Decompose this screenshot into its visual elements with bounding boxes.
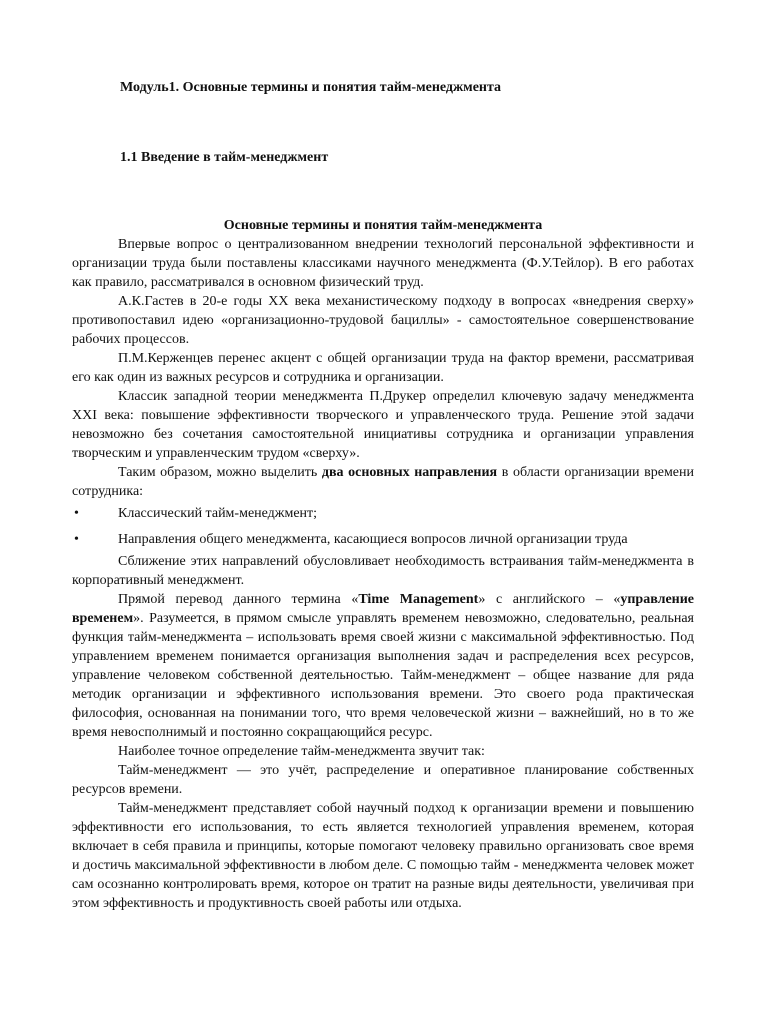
translation-text-b: » с английского – « [478, 592, 621, 607]
paragraph-definition-translation [72, 590, 694, 742]
document-body [72, 216, 694, 913]
paragraph-two-directions [72, 463, 694, 501]
bullet-icon: • [74, 532, 79, 547]
list-item-text: Классический тайм-менеджмент; [118, 506, 318, 521]
translation-term-ru: управление временем [72, 592, 695, 626]
module-title: Модуль1. Основные термины и понятия тайм-менеджмента [120, 80, 502, 95]
list-item [72, 504, 694, 523]
translation-text-c: ». Разумеется, в прямом смысле управлять временем невозможно, следовательно, реальная функция тайм-менеджмента – использовать время своей жизни с максимальной эффективностью. Под управлением временем понимается организация выполнения задач и распределения всех ресурсов, управление человеком собственной деятельностью. Тайм-менеджмент – общее название для ряда методик организации и эффективного использования времени. Это своего рода практическая философия, основанная на понимании того, что время человеческой жизни – важнейший, но в то же время невосполнимый и постоянно сокращающийся ресурс. [72, 611, 694, 740]
bullet-icon: • [74, 506, 79, 521]
paragraph-drucker: Классик западной теории менеджмента П.Друкер определил ключевую задачу менеджмента XXI века: повышение эффективности творческого и управленческого труда. Решение этой задачи невозможно без сочетания самостоятельной инициативы сотрудника и организации управления творческим и управленческим трудом «сверху». [72, 389, 694, 461]
paragraph-kerzhentsev: П.М.Керженцев перенес акцент с общей организации труда на фактор времени, рассматривая его как один из важных ресурсов и сотрудника и организации. [72, 351, 694, 385]
paragraph-two-directions-bold: два основных направления [321, 465, 498, 480]
paragraph-gastev: А.К.Гастев в 20-е годы ХХ века механистическому подходу в вопросах «внедрения сверху» противопоставил идею «организационно-трудовой бациллы» - самостоятельное совершенствование рабочих процессов. [72, 294, 694, 347]
paragraph-precise-definition-intro: Наиболее точное определение тайм-менеджмента звучит так: [118, 744, 485, 759]
translation-text-a: Прямой перевод данного термина « [118, 592, 359, 607]
section-title: 1.1 Введение в тайм-менеджмент [120, 150, 329, 165]
directions-list [72, 504, 694, 549]
paragraph-two-directions-text-a: Таким образом, можно выделить [118, 465, 322, 480]
translation-term-en: Time Management [358, 592, 479, 607]
paragraph-taylor: Впервые вопрос о централизованном внедрении технологий персональной эффективности и организации труда были поставлены классиками научного менеджмента (Ф.У.Тейлор). В его работах как правило, рассматривался в основном физический труд. [72, 237, 694, 290]
paragraph-precise-definition: Тайм-менеджмент — это учёт, распределение и оперативное планирование собственных ресурсов времени. [72, 763, 694, 797]
paragraph-scientific-approach: Тайм-менеджмент представляет собой научный подход к организации времени и повышению эффективности его использования, то есть является технологией управления временем, которая включает в себя правила и принципы, которые помогают человеку правильно организовать свое время и достичь максимальной эффективности в любом деле. С помощью тайм - менеджмента человек может сам осознанно контролировать время, которое он тратит на разные виды деятельности, увеличивая при этом эффективность и продуктивность своей работы или отдыха. [72, 801, 694, 911]
list-item [72, 530, 694, 549]
paragraph-convergence: Сближение этих направлений обусловливает необходимость встраивания тайм-менеджмента в корпоративный менеджмент. [72, 554, 694, 588]
paragraph-two-directions-text-b: в области организации времени сотрудника: [72, 465, 694, 499]
list-item-text: Направления общего менеджмента, касающиеся вопросов личной организации труда [118, 532, 628, 547]
main-heading: Основные термины и понятия тайм-менеджмента [223, 218, 543, 233]
